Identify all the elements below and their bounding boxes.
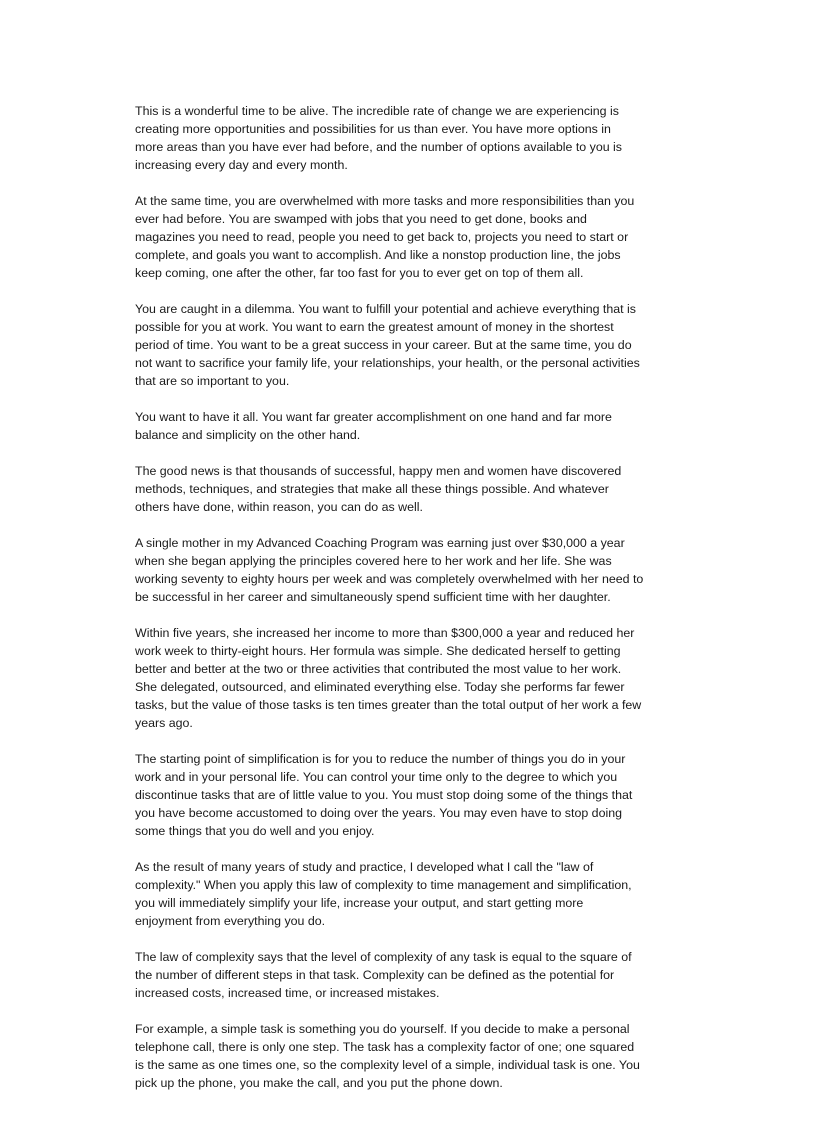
body-paragraph	[135, 534, 683, 606]
text-line: others have done, within reason, you can do as well.	[135, 500, 423, 514]
text-line: increased costs, increased time, or increased mistakes.	[135, 986, 440, 1000]
body-paragraph	[135, 1020, 683, 1092]
text-line: work week to thirty-eight hours. Her formula was simple. She dedicated herself to getting	[135, 644, 621, 658]
body-paragraph	[135, 300, 683, 390]
text-line: She delegated, outsourced, and eliminated everything else. Today she performs far fewer	[135, 680, 625, 694]
text-line: tasks, but the value of those tasks is ten times greater than the total output of her work a few	[135, 698, 642, 712]
body-paragraph	[135, 462, 683, 516]
document-page	[135, 102, 683, 1110]
text-line: better and better at the two or three activities that contributed the most value to her work.	[135, 662, 622, 676]
text-line: You are caught in a dilemma. You want to fulfill your potential and achieve everything that is	[135, 302, 636, 316]
text-line: ever had before. You are swamped with jobs that you need to get done, books and	[135, 212, 587, 226]
text-line: not want to sacrifice your family life, your relationships, your health, or the personal activities	[135, 356, 640, 370]
text-line: working seventy to eighty hours per week and was completely overwhelmed with her need to	[135, 572, 644, 586]
text-line: enjoyment from everything you do.	[135, 914, 326, 928]
text-line: The law of complexity says that the level of complexity of any task is equal to the square of	[135, 950, 632, 964]
text-line: more areas than you have ever had before, and the number of options available to you is	[135, 140, 622, 154]
text-line: You want to have it all. You want far greater accomplishment on one hand and far more	[135, 410, 612, 424]
text-line: increasing every day and every month.	[135, 158, 348, 172]
text-line: possible for you at work. You want to earn the greatest amount of money in the shortest	[135, 320, 614, 334]
text-line: The starting point of simplification is for you to reduce the number of things you do in your	[135, 752, 626, 766]
text-line: discontinue tasks that are of little value to you. You must stop doing some of the things that	[135, 788, 633, 802]
text-line: methods, techniques, and strategies that make all these things possible. And whatever	[135, 482, 609, 496]
text-line: Within five years, she increased her income to more than $300,000 a year and reduced her	[135, 626, 635, 640]
text-line: is the same as one times one, so the complexity level of a simple, individual task is one. You	[135, 1058, 640, 1072]
text-line: At the same time, you are overwhelmed with more tasks and more responsibilities than you	[135, 194, 635, 208]
text-line: complete, and goals you want to accomplish. And like a nonstop production line, the jobs	[135, 248, 621, 262]
body-paragraph	[135, 192, 683, 282]
text-line: This is a wonderful time to be alive. The incredible rate of change we are experiencing is	[135, 104, 619, 118]
text-line: For example, a simple task is something you do yourself. If you decide to make a personal	[135, 1022, 630, 1036]
body-paragraph	[135, 102, 683, 174]
text-line: balance and simplicity on the other hand.	[135, 428, 361, 442]
body-paragraph	[135, 408, 683, 444]
text-line: magazines you need to read, people you need to get back to, projects you need to start or	[135, 230, 629, 244]
body-paragraph	[135, 858, 683, 930]
text-line: complexity." When you apply this law of complexity to time management and simplification,	[135, 878, 632, 892]
text-line: you have become accustomed to doing over the years. You may even have to stop doing	[135, 806, 622, 820]
text-line: creating more opportunities and possibilities for us than ever. You have more options in	[135, 122, 611, 136]
text-line: years ago.	[135, 716, 193, 730]
text-line: you will immediately simplify your life, increase your output, and start getting more	[135, 896, 584, 910]
text-line: pick up the phone, you make the call, and you put the phone down.	[135, 1076, 503, 1090]
text-line: The good news is that thousands of successful, happy men and women have discovered	[135, 464, 622, 478]
text-line: work and in your personal life. You can control your time only to the degree to which you	[135, 770, 618, 784]
text-line: period of time. You want to be a great success in your career. But at the same time, you do	[135, 338, 632, 352]
body-paragraph	[135, 624, 683, 732]
text-line: be successful in her career and simultaneously spend sufficient time with her daughter.	[135, 590, 611, 604]
text-line: keep coming, one after the other, far too fast for you to ever get on top of them all.	[135, 266, 584, 280]
text-line: when she began applying the principles covered here to her work and her life. She was	[135, 554, 612, 568]
text-line: As the result of many years of study and practice, I developed what I call the "law of	[135, 860, 594, 874]
text-line: A single mother in my Advanced Coaching Program was earning just over $30,000 a year	[135, 536, 625, 550]
text-line: telephone call, there is only one step. The task has a complexity factor of one; one squared	[135, 1040, 635, 1054]
text-line: the number of different steps in that task. Complexity can be defined as the potential for	[135, 968, 615, 982]
body-paragraph	[135, 948, 683, 1002]
text-line: that are so important to you.	[135, 374, 290, 388]
body-paragraph	[135, 750, 683, 840]
text-line: some things that you do well and you enjoy.	[135, 824, 375, 838]
